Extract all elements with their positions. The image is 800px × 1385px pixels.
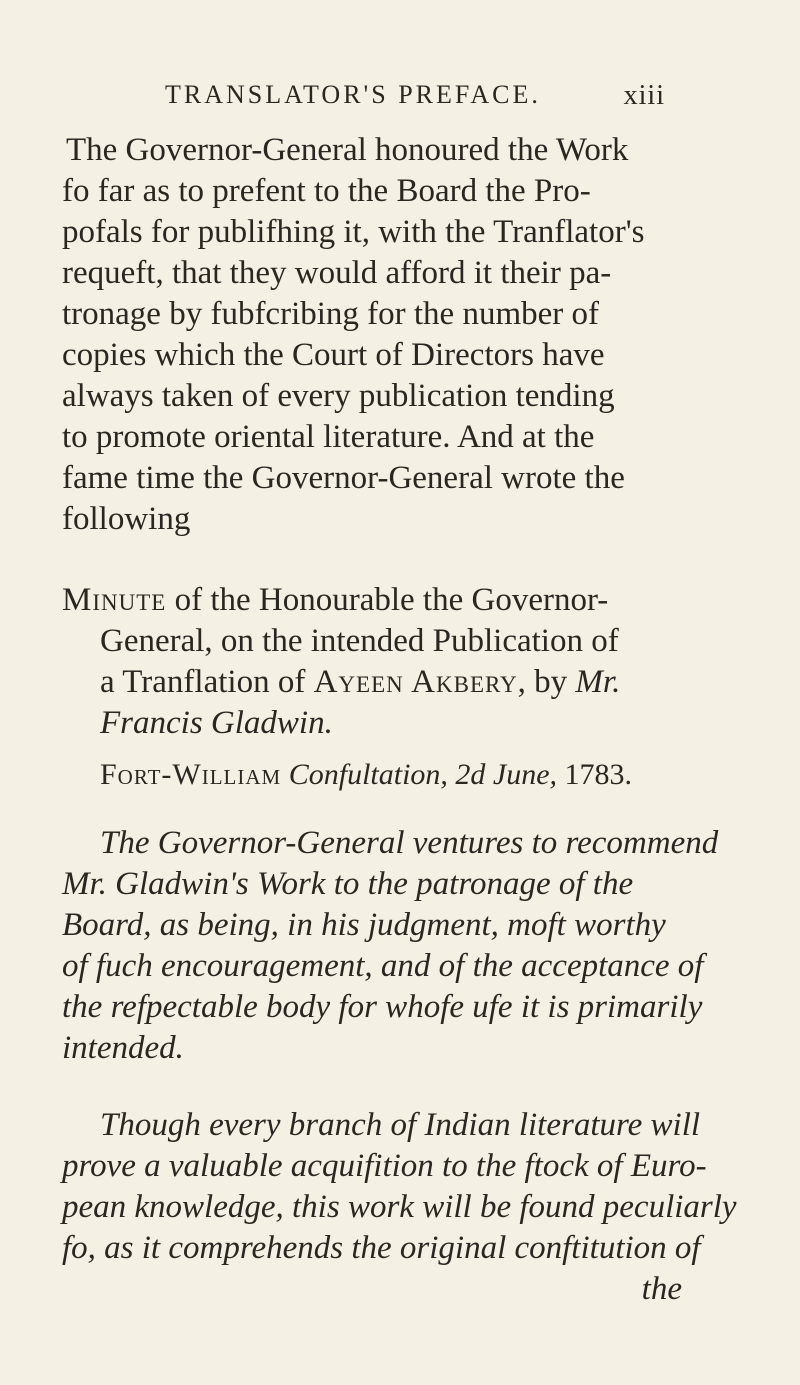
text-line	[62, 580, 682, 621]
text-line: fo, as it comprehends the original conftitution of	[62, 1230, 701, 1266]
paragraph-1	[62, 130, 682, 540]
author-name: Francis Gladwin.	[100, 705, 333, 741]
text-line: Mr. Gladwin's Work to the patronage of the	[62, 866, 634, 902]
text-line: to promote oriental literature. And at the	[62, 419, 595, 455]
text-line: tronage by fubfcribing for the number of	[62, 296, 599, 332]
dateline	[62, 754, 682, 795]
text-line: pean knowledge, this work will be found peculiarly	[62, 1189, 737, 1225]
text-line: always taken of every publication tending	[62, 378, 615, 414]
text-line	[62, 662, 682, 703]
minute-text: of the Honourable the Governor-	[166, 582, 609, 618]
text-line: intended.	[62, 1030, 184, 1066]
work-title: Ayeen Akbery	[313, 664, 518, 700]
text-line: the refpectable body for whofe ufe it is primarily	[62, 989, 703, 1025]
text-line: following	[62, 501, 191, 537]
page-body	[62, 130, 737, 1310]
minute-word: Minute	[62, 582, 167, 618]
page-number: xiii	[623, 80, 665, 111]
text-line: General, on the intended Publication of	[100, 623, 619, 659]
text-line: The Governor-General ventures to recommend	[100, 825, 719, 861]
paragraph-2	[62, 823, 719, 1069]
author-title: Mr.	[575, 664, 621, 700]
minute-text: a Tranflation of	[100, 664, 314, 700]
text-line: fo far as to prefent to the Board the Pro-	[62, 173, 591, 209]
catchword: the	[641, 1271, 682, 1307]
text-line: of fuch encouragement, and of the acceptance of	[62, 948, 704, 984]
text-line: requeft, that they would afford it their pa-	[62, 255, 612, 291]
text-line: copies which the Court of Directors have	[62, 337, 605, 373]
text-line: pofals for publifhing it, with the Tranflator's	[62, 214, 645, 250]
minute-heading	[62, 580, 682, 744]
year: 1783.	[557, 758, 633, 791]
date-text: Confultation, 2d June,	[281, 758, 558, 791]
paragraph-3	[62, 1105, 737, 1310]
text-line: prove a valuable acquifition to the ftock of Euro-	[62, 1148, 707, 1184]
text-line: fame time the Governor-General wrote the	[62, 460, 625, 496]
minute-text: , by	[517, 664, 576, 700]
running-title: TRANSLATOR'S PREFACE.	[165, 80, 541, 109]
text-line: Board, as being, in his judgment, moft worthy	[62, 907, 666, 943]
text-line: The Governor-General honoured the Work	[66, 132, 629, 168]
place: Fort-William	[100, 758, 282, 791]
text-line: Though every branch of Indian literature will	[100, 1107, 701, 1143]
running-header	[165, 80, 665, 120]
